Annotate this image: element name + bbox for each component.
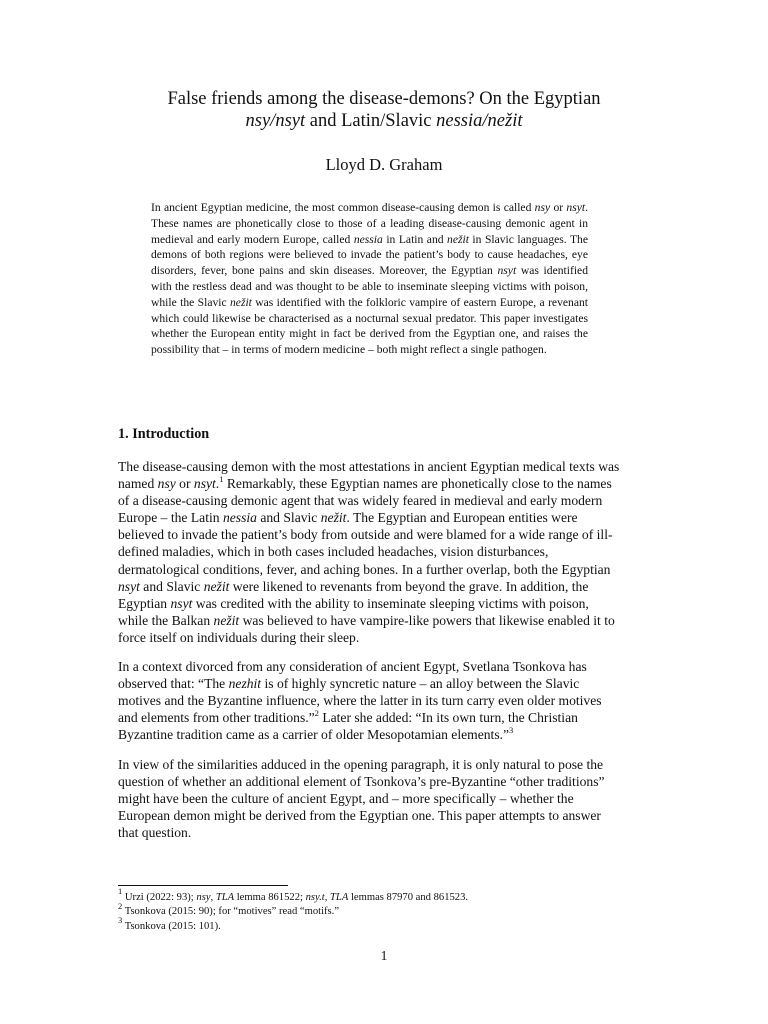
paragraph-text: In a context divorced from any consideration of ancient Egypt, Svetlana Tsonkova has observed that: “The bbox=[118, 659, 587, 692]
author-name: Lloyd D. Graham bbox=[325, 155, 443, 174]
paragraph-text: or bbox=[175, 476, 194, 492]
footnote-text: lemma 861522; bbox=[234, 892, 306, 903]
paper-title bbox=[0, 88, 768, 132]
footnote-term: TLA bbox=[330, 892, 349, 903]
title-term-nsy: nsy/nsyt bbox=[245, 111, 306, 131]
footnote-text: , bbox=[324, 892, 331, 903]
footnote-text: lemmas 87970 and 861523. bbox=[348, 892, 469, 903]
footnote-2 bbox=[118, 900, 638, 919]
footnote-divider bbox=[118, 885, 288, 886]
title-connector: and Latin/Slavic bbox=[305, 111, 437, 131]
abstract-text: or bbox=[550, 201, 567, 214]
title-term-nessia: nessia/nežit bbox=[436, 111, 523, 131]
footnote-term: TLA bbox=[215, 892, 235, 903]
paragraph-text: is of highly syncretic nature – an alloy between the Slavic motives and the Byzantine influence, where the latter in its turn carry even older motives and elements from other traditions.” bbox=[118, 676, 602, 726]
paragraph-text: was believed to have vampire-like powers that likewise enabled it to force itself on individuals during their sleep. bbox=[118, 612, 615, 645]
paragraph-text: were likened to revenants from beyond the grave. In addition, the Egyptian bbox=[118, 578, 589, 611]
footnote-ref-1[interactable]: 1 bbox=[219, 473, 224, 484]
abstract-text: in Slavic languages. The demons of both regions were believed to invade the patient’s body to cause headaches, eye disorders, fever, bone pains and skin diseases. Moreover, the Egyptian bbox=[151, 232, 588, 278]
abstract-term: nsyt bbox=[566, 201, 586, 214]
footnote-mark: 1 bbox=[118, 886, 123, 897]
abstract-term: nessia bbox=[353, 232, 383, 246]
footnotes bbox=[118, 886, 638, 934]
footnote-term: nsy bbox=[196, 892, 211, 903]
title-line-1: False friends among the disease-demons? On the Egyptian bbox=[167, 89, 601, 109]
footnote-3 bbox=[118, 915, 638, 934]
footnote-ref-3[interactable]: 3 bbox=[509, 724, 514, 735]
footnote-1 bbox=[118, 886, 638, 905]
paragraph-text: The disease-causing demon with the most attestations in ancient Egyptian medical texts was named bbox=[118, 459, 620, 492]
paragraph-term: nežit bbox=[213, 612, 240, 628]
paragraph-text: was credited with the ability to inseminate sleeping victims with poison, while the Balkan bbox=[118, 595, 589, 628]
paragraph-term: nezhit bbox=[228, 676, 262, 692]
footnote-ref-2[interactable]: 2 bbox=[314, 707, 319, 718]
paragraph-term: nsyt bbox=[118, 578, 140, 594]
abstract-term: nežit bbox=[447, 232, 469, 246]
footnote-text: Tsonkova (2015: 101). bbox=[122, 920, 221, 932]
paragraph-term: nsy bbox=[157, 476, 176, 492]
section-heading: 1. Introduction bbox=[118, 426, 210, 442]
paragraph-text: Remarkably, these Egyptian names are phonetically close to the names of a disease-causing demonic agent that was widely feared in medieval and early modern Europe – the Latin bbox=[118, 476, 612, 526]
footnote-mark: 3 bbox=[118, 915, 123, 926]
footnote-term: nsy.t bbox=[305, 892, 325, 903]
abstract-term: nežit bbox=[230, 295, 252, 309]
abstract-text: in Latin and bbox=[382, 232, 448, 246]
footnote-text: , bbox=[210, 892, 216, 903]
paragraph-text: Later she added: “In its own turn, the Christian Byzantine tradition came as a carrier of older Mesopotamian elements.” bbox=[118, 710, 578, 743]
paragraph-text: . The Egyptian and European entities were believed to invade the patient’s body from outside and were blamed for a wide range of ill-defined maladies, which in both cases included headaches, vision disturbances, dermatological conditions, fever, and aching bones. In a further overlap, both the Egyptian bbox=[118, 510, 613, 577]
abstract-text: was identified with the restless dead and was thought to be able to inseminate sleeping victims with poison, while the Slavic bbox=[151, 264, 588, 309]
abstract bbox=[151, 200, 588, 358]
paragraph-term: nežit bbox=[320, 510, 347, 526]
paragraph-term: nežit bbox=[203, 578, 230, 594]
body-paragraph-3: In view of the similarities adduced in the opening paragraph, it is only natural to pose the question of whether an additional element of Tsonkova’s pre-Byzantine “other traditions” might have been the culture of ancient Egypt, and – more specifically – whether the European demon might be derived from the Egyptian one. This paper attempts to answer that question. bbox=[118, 757, 605, 841]
paragraph-term: nsyt bbox=[193, 476, 216, 492]
paragraph-text: and Slavic bbox=[256, 510, 321, 526]
body-paragraph-2 bbox=[118, 658, 620, 743]
abstract-text: was identified with the folkloric vampire of eastern Europe, a revenant which could likewise be characterised as a nocturnal sexual predator. This paper investigates whether the European entity might in fact be derived from the Egyptian one, and raises the possibility that – in terms of modern medicine – both might reflect a single pathogen. bbox=[151, 295, 588, 357]
abstract-term: nsy bbox=[534, 201, 551, 214]
paragraph-text: . bbox=[215, 476, 220, 492]
abstract-text: . These names are phonetically close to those of a leading disease-causing demonic agent in medieval and early modern Europe, called bbox=[151, 201, 588, 246]
body-paragraph-1 bbox=[118, 458, 620, 646]
paragraph-text: and Slavic bbox=[139, 578, 204, 594]
footnote-mark: 2 bbox=[118, 900, 123, 911]
abstract-text: In ancient Egyptian medicine, the most common disease-causing demon is called bbox=[151, 201, 535, 214]
footnote-text: Tsonkova (2015: 90); for “motives” read “motifs.” bbox=[122, 906, 340, 918]
page-number: 1 bbox=[380, 948, 388, 963]
paragraph-term: nessia bbox=[222, 510, 257, 526]
abstract-term: nsyt bbox=[497, 264, 517, 278]
footnote-text: Urzi (2022: 93); bbox=[122, 892, 197, 903]
paragraph-term: nsyt bbox=[170, 595, 193, 611]
